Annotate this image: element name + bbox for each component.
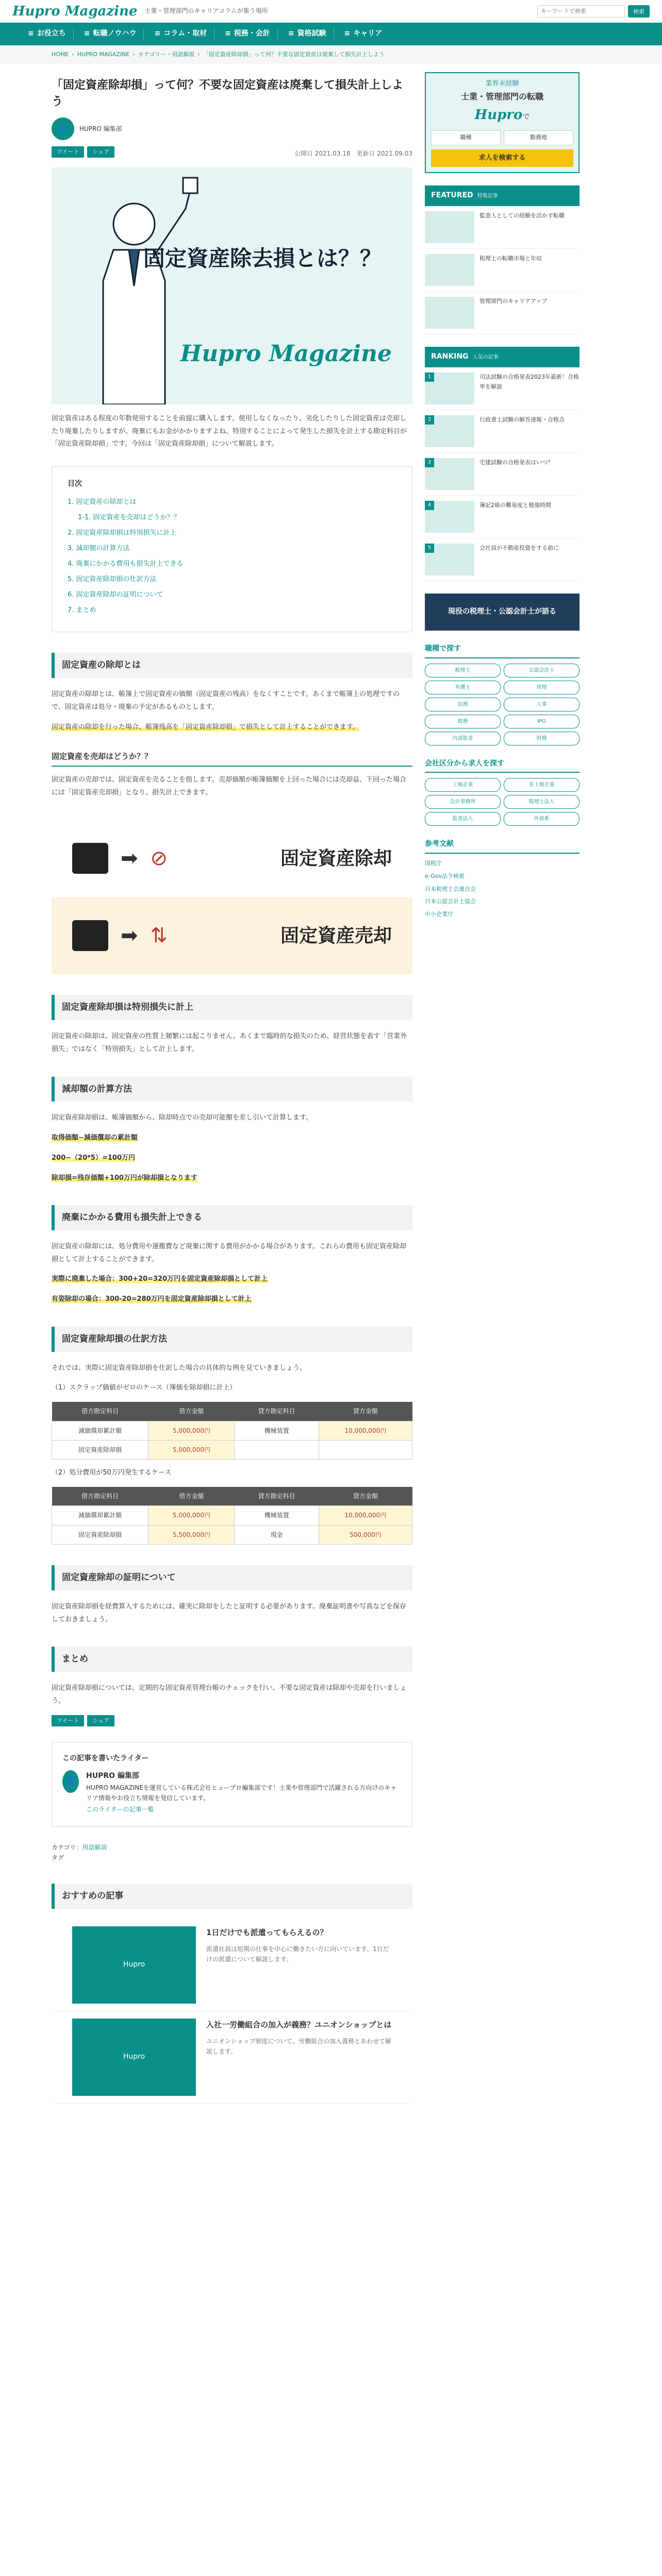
menu-icon: ≡ <box>344 29 351 38</box>
section-heading: まとめ <box>52 1647 412 1672</box>
eyecatch-image <box>52 167 412 404</box>
location-select[interactable]: 勤務地 <box>504 130 573 145</box>
paragraph: 固定資産除却損については、定期的な固定資産管理台帳のチェックを行い、不要な固定資産は除却や売却を行いましょう。 <box>52 1684 407 1705</box>
toc-item[interactable]: 2. 固定資産除却損は特別損失に計上 <box>68 529 177 537</box>
company-type-tags <box>425 778 580 826</box>
formula: 実際に廃棄した場合：300+20=320万円を固定資産除却損として計上 <box>52 1275 268 1283</box>
arrow-right-icon: ➡ <box>121 846 138 871</box>
illustration-label: 固定資産除却 <box>280 848 392 869</box>
menu-icon: ≡ <box>84 29 90 38</box>
main-nav <box>0 23 662 45</box>
reference-link[interactable]: 日本税理士会連合会 <box>425 885 476 892</box>
share-buttons-bottom <box>52 1715 412 1727</box>
ranking-item[interactable]: 1 司法試験の合格発表2023年最新！合格率を解説 <box>425 367 580 410</box>
section-heading: 減却額の計算方法 <box>52 1077 412 1102</box>
paragraph: 固定資産の売却では、固定資産を売ることを指します。売却価額が帳簿価額を上回った場合には売却益、下回った場合には「固定資産売却損」となり、損失計上できます。 <box>52 775 406 796</box>
menu-icon: ≡ <box>225 29 231 38</box>
reference-link[interactable]: e-Gov法令検索 <box>425 872 465 879</box>
section-heading: 固定資産除却の証明について <box>52 1565 412 1590</box>
author-name[interactable]: HUPRO 編集部 <box>79 125 122 132</box>
breadcrumb-current: 「固定資産除却損」って何？不要な固定資産は廃棄して損失計上しよう <box>203 50 385 58</box>
job-type-select[interactable]: 職種 <box>431 130 501 145</box>
sale-illustration <box>52 897 412 974</box>
recommended-card[interactable]: Hupro 入社一労働組合の加入が義務？ユニオンショップとは ユニオンショップ制度について、労働組合の加入義務とあわせて解説します。 <box>52 2011 412 2104</box>
card-thumbnail: Hupro <box>72 1926 196 2004</box>
nav-item-column[interactable]: ≡ コラム・取材 <box>147 28 214 40</box>
paragraph: それでは、実際に固定資産除却損を仕訳した場合の具体的な例を見ていきましょう。 <box>52 1364 307 1372</box>
ranking-item[interactable]: 4 簿記2級の難易度と勉強時間 <box>425 496 580 538</box>
formula: 有姿除却の場合：300-20=280万円を固定資産除却損として計上 <box>52 1295 252 1303</box>
intro-paragraph: 固定資産はある程度の年数使用することを前提に購入します。使用しなくなったり、劣化したりした固定資産は売却したり廃棄したりしますが、廃棄にもお金がかかりますよね。特別することによって発生した損失を計上する勘定科目が「固定資産除却損」です。今回は「固定資産除却損」について解説します。 <box>52 414 407 448</box>
author-box-desc: HUPRO MAGAZINEを運営している株式会社ヒュープロ編集部です！士業や管理部門で活躍される方向けのキャリア情報やお役立ち情報を発信しています。 <box>86 1784 397 1802</box>
nav-item-tenshoku[interactable]: ≡ 転職ノウハウ <box>77 28 144 40</box>
facebook-share-button[interactable]: シェア <box>87 1715 114 1727</box>
table-row: 減価償却累計額 5,000,000円 機械装置 10,000,000円 <box>52 1421 412 1440</box>
formula: 取得価額−減価償却の累計額 <box>52 1134 138 1142</box>
table-row: 固定資産除却損 5,500,000円 現金 500,000円 <box>52 1525 412 1544</box>
toc-item[interactable]: 5. 固定資産除却損の仕訳方法 <box>68 575 157 584</box>
category-link[interactable]: 用語解説 <box>82 1843 107 1851</box>
site-header <box>0 0 662 23</box>
menu-icon: ≡ <box>28 29 34 38</box>
prohibited-icon: ⊘ <box>150 846 168 871</box>
publish-dates: 公開日 2021.03.18 更新日 2021.09.03 <box>294 150 412 158</box>
toc-item[interactable]: 1. 固定資産の除却とは <box>68 498 137 506</box>
table-caption: （1）スクラップ価値がゼロのケース（簿価を除却損に計上） <box>52 1384 237 1392</box>
ranking-item[interactable]: 5 会社員が不動産投資をする前に <box>425 538 580 581</box>
company-tag[interactable]: 外資系 <box>504 812 580 826</box>
arrow-right-icon: ➡ <box>121 924 138 948</box>
reference-link[interactable]: 国税庁 <box>425 860 442 867</box>
category-line: カテゴリ：用語解説 <box>52 1843 107 1851</box>
company-tag[interactable]: 非上場企業 <box>504 778 580 792</box>
tweet-button[interactable]: ツイート <box>52 1715 84 1727</box>
toc-item[interactable]: 6. 固定資産除却の証明について <box>68 591 163 599</box>
up-down-arrow-icon: ⇅ <box>150 924 168 948</box>
recommended-section <box>52 1884 412 2104</box>
formula: 除却損=残存価額+100万円が除却損となります <box>52 1174 197 1182</box>
paragraph: 固定資産の除却を行った場合、帳簿残高を「固定資産除却損」で損失として計上することができます。 <box>52 723 359 731</box>
job-tag[interactable]: 税理士 <box>425 664 501 677</box>
author-box-head: この記事を書いたライター <box>62 1754 149 1763</box>
featured-item[interactable]: 監査人としての経験を活かす転職 <box>425 206 580 249</box>
company-tag[interactable]: 税理士法人 <box>504 795 580 809</box>
author-line <box>52 117 412 140</box>
paragraph: 固定資産の除却は、固定資産の性質上頻繁には起こりません。あくまで臨時的な損失のため、経営状態を表す「営業外損失」ではなく「特別損失」として計上します。 <box>52 1032 407 1053</box>
ranking-item[interactable]: 2 行政書士試験の解答速報・合格点 <box>425 410 580 453</box>
job-type-heading: 職種で探す <box>425 643 580 658</box>
card-thumbnail: Hupro <box>72 2019 196 2096</box>
toc-title: 目次 <box>68 479 82 488</box>
job-tag[interactable]: IPO <box>504 715 580 728</box>
tweet-button[interactable]: ツイート <box>52 146 84 158</box>
table-caption: （2）処分費用が50万円発生するケース <box>52 1469 172 1477</box>
header-search <box>537 5 650 18</box>
recommended-title: おすすめの記事 <box>52 1884 412 1909</box>
avatar: 👤 <box>52 117 74 140</box>
references-heading: 参考文献 <box>425 838 580 854</box>
removal-illustration <box>52 820 412 897</box>
breadcrumb: HOME › HUPRO MAGAZINE › カテゴリー・用語解説 › 「固定資産除却損」って何？不要な固定資産は廃棄して損失計上しよう <box>0 45 662 64</box>
featured-header: FEATURED 特集記事 <box>425 185 580 206</box>
nav-item-career[interactable]: ≡ キャリア <box>337 28 390 40</box>
reference-link[interactable]: 中小企業庁 <box>425 910 453 918</box>
job-tag[interactable]: 公認会計士 <box>504 664 580 677</box>
recommended-card[interactable]: Hupro 1日だけでも派遣ってもらえるの？ 派遣社員は短期の仕事を中心に働きたい方に向いています。1日だけの派遣について解説します。 <box>52 1919 412 2011</box>
eyecatch-logo: Hupro Magazine <box>180 341 392 367</box>
sidebar <box>425 64 580 2104</box>
section-heading: 固定資産の除却とは <box>52 653 412 678</box>
site-logo[interactable]: Hupro Magazine <box>12 3 138 19</box>
formula: 200−（20*5）=100万円 <box>52 1154 135 1162</box>
job-tag[interactable]: 弁護士 <box>425 681 501 694</box>
paragraph: 固定資産の除却とは、帳簿上で固定資産の価額（固定資産の残高）をなくすことです。あくまで帳簿上の処理ですので、固定資産は処分・廃棄の予定があるものとします。 <box>52 690 400 711</box>
job-search-widget: 業界未経験 士業・管理部門の転職 Huproで 職種 勤務地 求人を検索する <box>425 72 580 173</box>
author-box-name: HUPRO 編集部 <box>86 1772 139 1781</box>
nav-item-zeimu[interactable]: ≡ 税務・会計 <box>218 28 278 40</box>
references-list <box>425 859 580 919</box>
nav-item-shikaku[interactable]: ≡ 資格試験 <box>281 28 334 40</box>
paragraph: 固定資産除却損は、帳簿価額から、除却時点での売却可能額を差し引いて計算します。 <box>52 1114 312 1122</box>
section-heading: 廃棄にかかる費用も損失計上できる <box>52 1205 412 1230</box>
table-row: 固定資産除却損 5,000,000円 <box>52 1440 412 1459</box>
job-tag[interactable]: 内部監査 <box>425 732 501 745</box>
eyecatch-title: 固定資産除去損とは？？ <box>143 245 382 271</box>
job-tag[interactable]: 財務 <box>504 732 580 745</box>
toc-item[interactable]: 7. まとめ <box>68 606 96 615</box>
job-tag[interactable]: 経理 <box>504 681 580 694</box>
ranking-item[interactable]: 3 宅建試験の合格発表はいつ？ <box>425 453 580 496</box>
toc-item[interactable]: 3. 減却額の計算方法 <box>68 545 130 552</box>
featured-item[interactable]: 税理士の転職市場と年収 <box>425 249 580 292</box>
reference-link[interactable]: 日本公認会計士協会 <box>425 898 476 905</box>
promo-banner[interactable]: 現役の税理士・公認会計士が語る <box>425 594 580 631</box>
paragraph: 固定資産の除却には、処分費用や運搬費など廃棄に関する費用がかかる場合があります。これらの費用も固定資産除却損として計上することができます。 <box>52 1243 406 1263</box>
breadcrumb-home[interactable]: HOME <box>52 50 69 58</box>
nav-item-otsuyaku[interactable]: ≡ お役立ち <box>21 28 74 40</box>
job-tag[interactable]: 人事 <box>504 698 580 711</box>
page-title: 「固定資産除却損」って何？不要な固定資産は廃棄して損失計上しよう <box>52 79 404 108</box>
section-heading: 固定資産除却損の仕訳方法 <box>52 1327 412 1352</box>
site-tagline: 士業・管理部門のキャリアコラムが集う場所 <box>144 7 268 15</box>
illustration-label: 固定資産売却 <box>280 925 392 946</box>
table-row: 減価償却累計額 5,000,000円 機械装置 10,000,000円 <box>52 1506 412 1525</box>
avatar: 👤 <box>62 1770 79 1793</box>
company-type-heading: 会社区分から求人を探す <box>425 758 580 773</box>
menu-icon: ≡ <box>154 29 161 38</box>
toc-item[interactable]: 4. 廃棄にかかる費用も損失計上できる <box>68 560 184 568</box>
job-tag[interactable]: 総務 <box>425 715 501 728</box>
company-tag[interactable]: 上場企業 <box>425 778 501 792</box>
search-button[interactable]: 検索 <box>628 5 650 18</box>
ranking-header: RANKING 人気の記事 <box>425 347 580 367</box>
job-type-tags <box>425 664 580 745</box>
breadcrumb-category[interactable]: カテゴリー・用語解説 <box>138 50 195 58</box>
section-heading: 固定資産除却損は特別損失に計上 <box>52 995 412 1020</box>
toc-item[interactable]: 1-1. 固定資産を売却はどうか？？ <box>78 513 180 521</box>
menu-icon: ≡ <box>288 29 294 38</box>
search-input[interactable] <box>537 5 625 18</box>
company-tag[interactable]: 会計事務所 <box>425 795 501 809</box>
job-search-button[interactable]: 求人を検索する <box>431 149 573 167</box>
breadcrumb-magazine[interactable]: HUPRO MAGAZINE <box>77 50 130 58</box>
author-box <box>52 1742 412 1826</box>
tags-line: タグ <box>52 1854 64 1861</box>
journal-table-2: 借方勘定科目 借方金額 貸方勘定科目 貸方金額 減価償却累計額 5,000,000円 機械装置 10,000,000円 固定資産除却損 5,500,000円 現金 500,000円 <box>52 1487 412 1545</box>
machine-icon <box>72 920 108 951</box>
paragraph: 固定資産除却損を経費算入するためには、確実に除却をしたと証明する必要があります。廃棄証明書や写真などを保存しておきましょう。 <box>52 1603 406 1623</box>
author-articles-link[interactable]: このライターの記事一覧 <box>86 1805 154 1813</box>
journal-table-1: 借方勘定科目 借方金額 貸方勘定科目 貸方金額 減価償却累計額 5,000,000円 機械装置 10,000,000円 固定資産除却損 5,000,000円 <box>52 1402 412 1460</box>
company-tag[interactable]: 監査法人 <box>425 812 501 826</box>
article-main <box>52 64 412 2104</box>
table-of-contents <box>52 466 412 633</box>
featured-item[interactable]: 管理部門のキャリアアップ <box>425 292 580 334</box>
subsection-heading: 固定資産を売却はどうか？？ <box>52 748 412 767</box>
facebook-share-button[interactable]: シェア <box>87 146 114 158</box>
machine-icon <box>72 843 108 874</box>
job-tag[interactable]: 法務 <box>425 698 501 711</box>
